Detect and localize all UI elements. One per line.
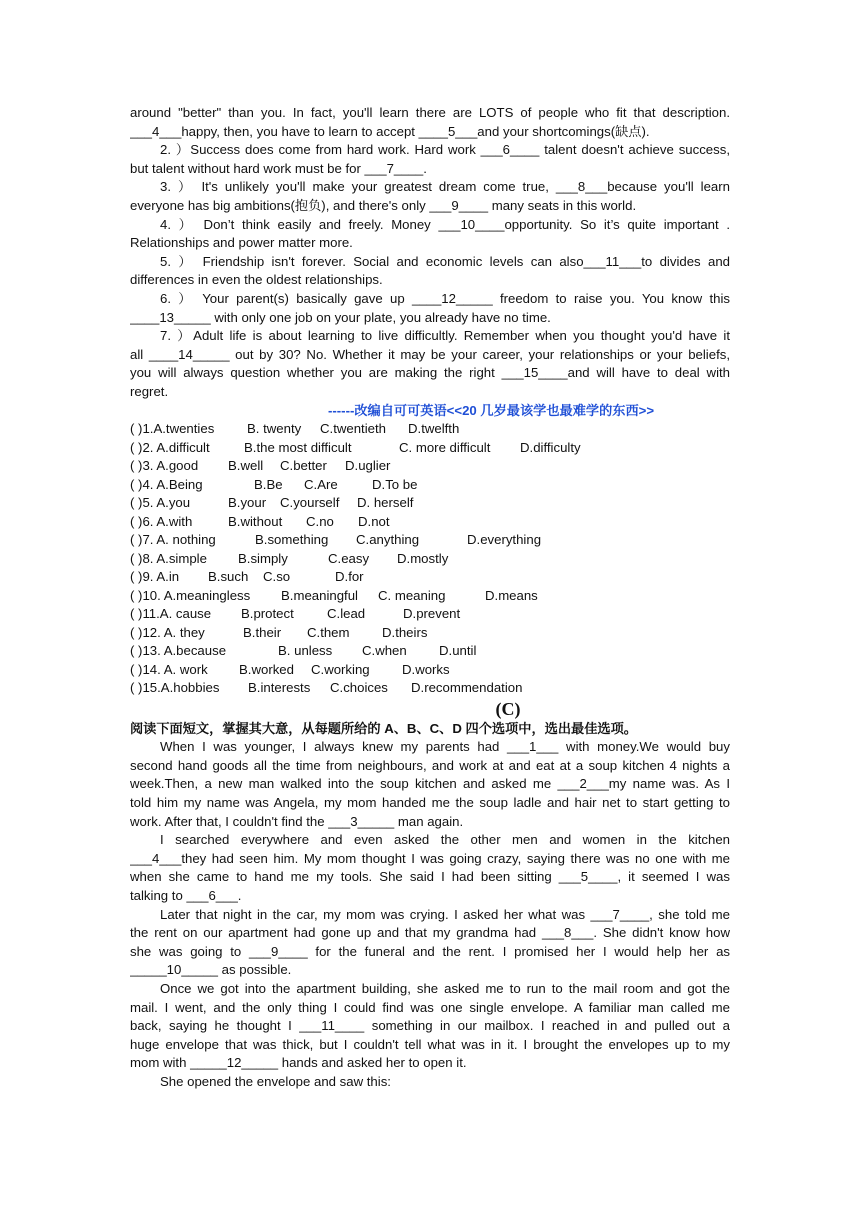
option-row xyxy=(130,587,730,606)
question-option-a: ( )8. A.simple xyxy=(130,550,207,566)
passage-line: the rent on our apartment had gone up and that my grandma had ___8___. She didn't know how xyxy=(130,925,730,941)
passage-line: Relationships and power matter more. xyxy=(130,235,353,251)
question-option-c: C.lead xyxy=(327,606,366,622)
question-option-c: C.when xyxy=(362,643,407,659)
question-option-c: C.Are xyxy=(304,476,338,492)
passage-line: mail. I went, and the only thing I could find was one single envelope. A familiar man called me xyxy=(130,999,730,1015)
question-option-d: D.recommendation xyxy=(411,680,523,696)
question-option-b: B.such xyxy=(208,569,249,585)
passage-line: differences in even the oldest relationships. xyxy=(130,272,383,288)
option-row xyxy=(130,531,730,550)
passage-line: ____13_____ with only one job on your plate, you already have no time. xyxy=(130,309,551,325)
question-option-c: C.yourself xyxy=(280,495,340,511)
question-option-b: B.interests xyxy=(248,680,311,696)
passage-line: but talent without hard work must be for ___7____. xyxy=(130,160,427,176)
question-option-c: C.choices xyxy=(330,680,388,696)
option-row xyxy=(130,513,730,532)
question-option-d: D.until xyxy=(439,643,477,659)
question-option-a: ( )3. A.good xyxy=(130,458,199,474)
question-option-d: D.works xyxy=(402,661,450,677)
document-page xyxy=(130,104,730,1091)
option-row xyxy=(130,605,730,624)
passage-line: all ____14_____ out by 30? No. Whether it may be your career, your relationships or your beliefs, xyxy=(130,346,730,362)
question-option-c: C.so xyxy=(263,569,291,585)
option-row xyxy=(130,457,730,476)
section-instruction: 阅读下面短文，掌握其大意，从每题所给的 A、B、C、D 四个选项中，选出最佳选项。 xyxy=(130,720,637,736)
passage-line: work. After that, I couldn't find the ___3_____ man again. xyxy=(130,813,464,829)
question-option-d: D.theirs xyxy=(382,624,428,640)
passage-line: She opened the envelope and saw this: xyxy=(160,1073,391,1089)
passage-line: 7. ）Adult life is about learning to live difficultly. Remember when you thought you'd have it xyxy=(160,328,730,344)
question-option-a: ( )12. A. they xyxy=(130,624,205,640)
question-option-c: C.working xyxy=(311,661,370,677)
passage-line: 6. ） Your parent(s) basically gave up ____12_____ freedom to raise you. You know this xyxy=(160,290,730,306)
question-option-a: ( )9. A.in xyxy=(130,569,180,585)
question-option-d: D.everything xyxy=(467,532,542,548)
option-row xyxy=(130,679,730,698)
question-option-b: B.your xyxy=(228,495,267,511)
question-option-d: D.prevent xyxy=(403,606,461,622)
question-option-d: D.twelfth xyxy=(408,421,460,437)
question-option-a: ( )2. A.difficult xyxy=(130,439,210,455)
question-option-a: ( )4. A.Being xyxy=(130,476,203,492)
question-option-a: ( )13. A.because xyxy=(130,643,227,659)
passage-line: 4. ） Don’t think easily and freely. Money ___10____opportunity. So it’s quite important . xyxy=(160,216,730,232)
option-row xyxy=(130,661,730,680)
source-credit: ------改编自可可英语<<20 几岁最该学也最难学的东西>> xyxy=(328,402,655,418)
passage-line: she was going to ___9____ for the funeral and the rent. I promised her I would help her as xyxy=(130,943,730,959)
question-option-d: D.To be xyxy=(372,476,418,492)
question-option-d: D.difficulty xyxy=(520,439,581,455)
passage-line: second hand goods all the time from neighbours, and work at and eat at a soup kitchen 4 nights a xyxy=(130,757,730,773)
passage-line: ___4___happy, then, you have to learn to accept ____5___and your shortcomings(缺点). xyxy=(130,123,650,139)
question-option-d: D.mostly xyxy=(397,550,449,566)
question-option-a: ( )1.A.twenties xyxy=(130,421,215,437)
passage-line: week.Then, a new man walked into the soup kitchen and asked me ___2___my name was. As I xyxy=(130,776,730,792)
passage-line: mom with _____12_____ hands and asked her to open it. xyxy=(130,1055,467,1071)
passage-line: I searched everywhere and even asked the other men and women in the kitchen xyxy=(160,832,730,848)
option-row xyxy=(130,420,730,439)
passage-line: when she came to hand me my tools. She said I had been sitting ___5____, it seemed I was xyxy=(130,869,730,885)
passage-line: around "better" than you. In fact, you'll learn there are LOTS of people who fit that description. xyxy=(130,105,730,120)
question-option-b: B.without xyxy=(228,513,283,529)
question-option-c: C.anything xyxy=(356,532,420,548)
question-option-a: ( )7. A. nothing xyxy=(130,532,216,548)
question-option-b: B.simply xyxy=(238,550,288,566)
option-row xyxy=(130,494,730,513)
question-option-a: ( )15.A.hobbies xyxy=(130,680,220,696)
passage-line: talking to ___6___. xyxy=(130,887,242,903)
passage-line: 5. ） Friendship isn't forever. Social and economic levels can also___11___to divides and xyxy=(160,253,730,269)
question-option-c: C.no xyxy=(306,513,334,529)
question-option-b: B.the most difficult xyxy=(244,439,352,455)
question-option-a: ( )5. A.you xyxy=(130,495,191,511)
question-option-a: ( )11.A. cause xyxy=(130,606,212,622)
question-option-b: B.Be xyxy=(254,476,283,492)
option-row xyxy=(130,568,730,587)
question-option-a: ( )6. A.with xyxy=(130,513,193,529)
question-option-c: C.better xyxy=(280,458,327,474)
passage-line: 2. ）Success does come from hard work. Hard work ___6____ talent doesn't achieve success, xyxy=(160,142,730,158)
passage-line: everyone has big ambitions(抱负), and there's only ___9____ many seats in this world. xyxy=(130,197,637,213)
passage-line: ___4___they had seen him. My mom thought I was going crazy, saying there was no one with me xyxy=(130,850,730,866)
passage-line: _____10_____ as possible. xyxy=(130,962,292,978)
question-option-a: ( )14. A. work xyxy=(130,661,208,677)
option-row xyxy=(130,476,730,495)
question-option-d: D.not xyxy=(358,513,390,529)
option-row xyxy=(130,624,730,643)
question-option-b: B.protect xyxy=(241,606,294,622)
question-option-a: ( )10. A.meaningless xyxy=(130,587,251,603)
passage-line: told him my name was Angela, my mom handed me the soup ladle and hair net to start getting to xyxy=(130,794,730,810)
section-title: (C) xyxy=(495,698,521,719)
passage-line: Later that night in the car, my mom was crying. I asked her what was ___7____, she told me xyxy=(160,906,730,922)
option-row xyxy=(130,550,730,569)
question-option-c: C. more difficult xyxy=(399,439,491,455)
passage-line: Once we got into the apartment building, she asked me to run to the mail room and got the xyxy=(160,980,730,996)
question-option-b: B. twenty xyxy=(247,421,302,437)
question-option-c: C.them xyxy=(307,624,350,640)
question-option-c: C.easy xyxy=(328,550,370,566)
question-option-b: B.meaningful xyxy=(281,587,358,603)
question-option-d: D.uglier xyxy=(345,458,391,474)
question-option-b: B.their xyxy=(243,624,282,640)
passage-line: regret. xyxy=(130,383,169,399)
passage-line: back, saying he thought I ___11____ something in our mailbox. I reached in and pulled out a xyxy=(130,1018,730,1034)
question-option-c: C. meaning xyxy=(378,587,446,603)
passage-line: huge envelope that was thick, but I couldn't tell what was in it. I brought the envelopes up to my xyxy=(130,1036,730,1052)
option-row xyxy=(130,439,730,458)
question-option-b: B. unless xyxy=(278,643,333,659)
option-row xyxy=(130,642,730,661)
question-option-b: B.something xyxy=(255,532,329,548)
question-option-c: C.twentieth xyxy=(320,421,386,437)
question-option-b: B.worked xyxy=(239,661,294,677)
question-option-d: D.for xyxy=(335,569,364,585)
question-option-d: D.means xyxy=(485,587,538,603)
question-option-b: B.well xyxy=(228,458,264,474)
passage-line: you will always question whether you are making the right ___15____and will have to deal with xyxy=(130,365,730,381)
options-list xyxy=(130,420,730,698)
passage-line: 3. ） It's unlikely you'll make your greatest dream come true, ___8___because you'll learn xyxy=(160,179,730,195)
passage-line: When I was younger, I always knew my parents had ___1___ with money.We would buy xyxy=(160,739,730,755)
question-option-d: D. herself xyxy=(357,495,414,511)
